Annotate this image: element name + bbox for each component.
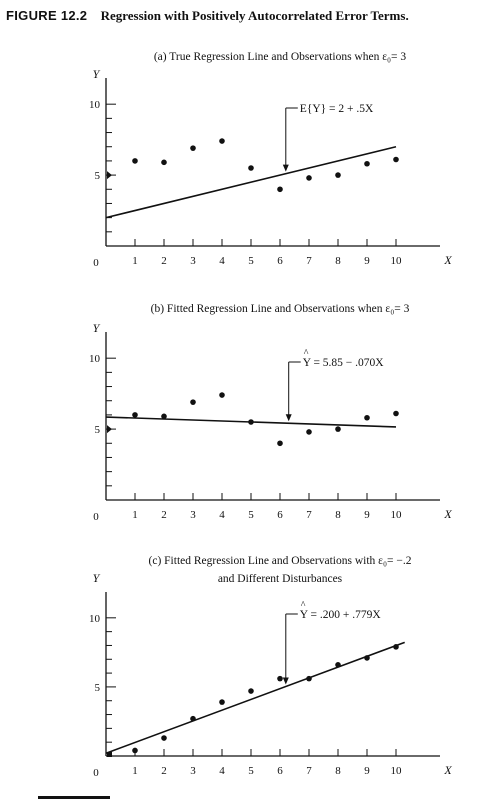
origin-label: 0 — [93, 767, 99, 779]
x-tick-label: 7 — [306, 765, 312, 777]
start-marker — [107, 171, 112, 179]
x-axis-label: X — [444, 507, 452, 521]
data-point — [132, 158, 138, 164]
x-axis-label: X — [444, 253, 452, 267]
panel-title: (c) Fitted Regression Line and Observations with ε₀= −.2 — [148, 555, 412, 567]
y-tick-label: 5 — [94, 681, 100, 694]
x-tick-label: 5 — [248, 509, 254, 521]
data-point — [248, 165, 254, 171]
x-tick-label: 2 — [161, 765, 167, 777]
annotation-arrowhead — [286, 414, 292, 421]
x-tick-label: 3 — [190, 255, 196, 267]
data-point — [161, 414, 167, 420]
x-tick-label: 1 — [132, 509, 138, 521]
data-point — [132, 412, 138, 418]
panel-title: (b) Fitted Regression Line and Observations when ε₀= 3 — [150, 303, 410, 315]
y-tick-label: 5 — [94, 424, 100, 437]
x-tick-label: 6 — [277, 255, 283, 267]
data-point — [306, 676, 312, 682]
data-point — [277, 676, 283, 682]
data-point — [190, 399, 196, 405]
data-point — [364, 161, 370, 167]
panel-a-chart — [0, 40, 494, 280]
x-tick-label: 9 — [364, 255, 370, 267]
y-tick-label: 10 — [89, 612, 100, 625]
x-tick-label: 3 — [190, 509, 196, 521]
panel-b-chart — [0, 292, 494, 532]
data-point — [190, 716, 196, 722]
x-tick-label: 9 — [364, 765, 370, 777]
hat-mark: ^ — [300, 600, 306, 611]
x-tick-label: 6 — [277, 765, 283, 777]
y-tick-label: 5 — [94, 170, 100, 183]
x-tick-label: 1 — [132, 255, 138, 267]
x-tick-label: 5 — [248, 765, 254, 777]
data-point — [393, 644, 399, 650]
x-tick-label: 10 — [390, 509, 402, 521]
x-tick-label: 8 — [335, 765, 341, 777]
data-point — [306, 175, 312, 181]
data-point — [219, 138, 225, 144]
x-tick-label: 8 — [335, 509, 341, 521]
data-point — [364, 415, 370, 421]
x-tick-label: 3 — [190, 765, 196, 777]
data-point — [335, 426, 341, 432]
figure-title — [6, 8, 409, 24]
data-point — [248, 419, 254, 425]
data-point — [277, 186, 283, 192]
data-point — [364, 655, 370, 661]
figure-label: FIGURE 12.2 — [6, 8, 88, 23]
annotation-arrowhead — [283, 165, 289, 172]
figure-caption: Regression with Positively Autocorrelated Error Terms. — [100, 8, 409, 23]
data-point — [277, 440, 283, 446]
x-tick-label: 10 — [390, 765, 402, 777]
data-point — [161, 735, 167, 741]
x-tick-label: 7 — [306, 509, 312, 521]
panel-title: and Different Disturbances — [217, 573, 343, 585]
origin-label: 0 — [93, 511, 99, 523]
x-tick-label: 8 — [335, 255, 341, 267]
start-marker — [107, 752, 112, 757]
x-tick-label: 10 — [390, 255, 402, 267]
x-tick-label: 2 — [161, 255, 167, 267]
annotation-arrowhead — [283, 677, 289, 684]
panel-c-chart — [0, 546, 494, 796]
data-point — [219, 699, 225, 705]
data-point — [335, 662, 341, 668]
y-axis-label: Y — [92, 571, 100, 585]
regression-line — [106, 147, 396, 218]
annotation-label: Y = .200 + .779X — [299, 609, 381, 621]
annotation-label: Y = 5.85 − .070X — [302, 357, 384, 369]
annotation-label: E{Y} = 2 + .5X — [299, 103, 374, 115]
x-axis-label: X — [444, 763, 452, 777]
data-point — [393, 411, 399, 417]
data-point — [393, 157, 399, 163]
x-tick-label: 1 — [132, 765, 138, 777]
x-tick-label: 5 — [248, 255, 254, 267]
x-tick-label: 4 — [219, 255, 225, 267]
bottom-rule — [38, 796, 110, 799]
x-tick-label: 4 — [219, 509, 225, 521]
x-tick-label: 4 — [219, 765, 225, 777]
regression-line — [106, 642, 405, 753]
x-tick-label: 2 — [161, 509, 167, 521]
data-point — [306, 429, 312, 435]
hat-mark: ^ — [303, 348, 309, 359]
start-marker — [107, 425, 112, 433]
x-tick-label: 9 — [364, 509, 370, 521]
x-tick-label: 6 — [277, 509, 283, 521]
data-point — [190, 145, 196, 151]
data-point — [335, 172, 341, 178]
y-axis-label: Y — [92, 67, 100, 81]
data-point — [161, 160, 167, 166]
y-tick-label: 10 — [89, 353, 100, 366]
data-point — [219, 392, 225, 398]
origin-label: 0 — [93, 257, 99, 269]
panel-title: (a) True Regression Line and Observations when ε₀= 3 — [153, 51, 407, 63]
y-tick-label: 10 — [89, 99, 100, 112]
x-tick-label: 7 — [306, 255, 312, 267]
y-axis-label: Y — [92, 321, 100, 335]
data-point — [248, 688, 254, 694]
data-point — [132, 748, 138, 754]
